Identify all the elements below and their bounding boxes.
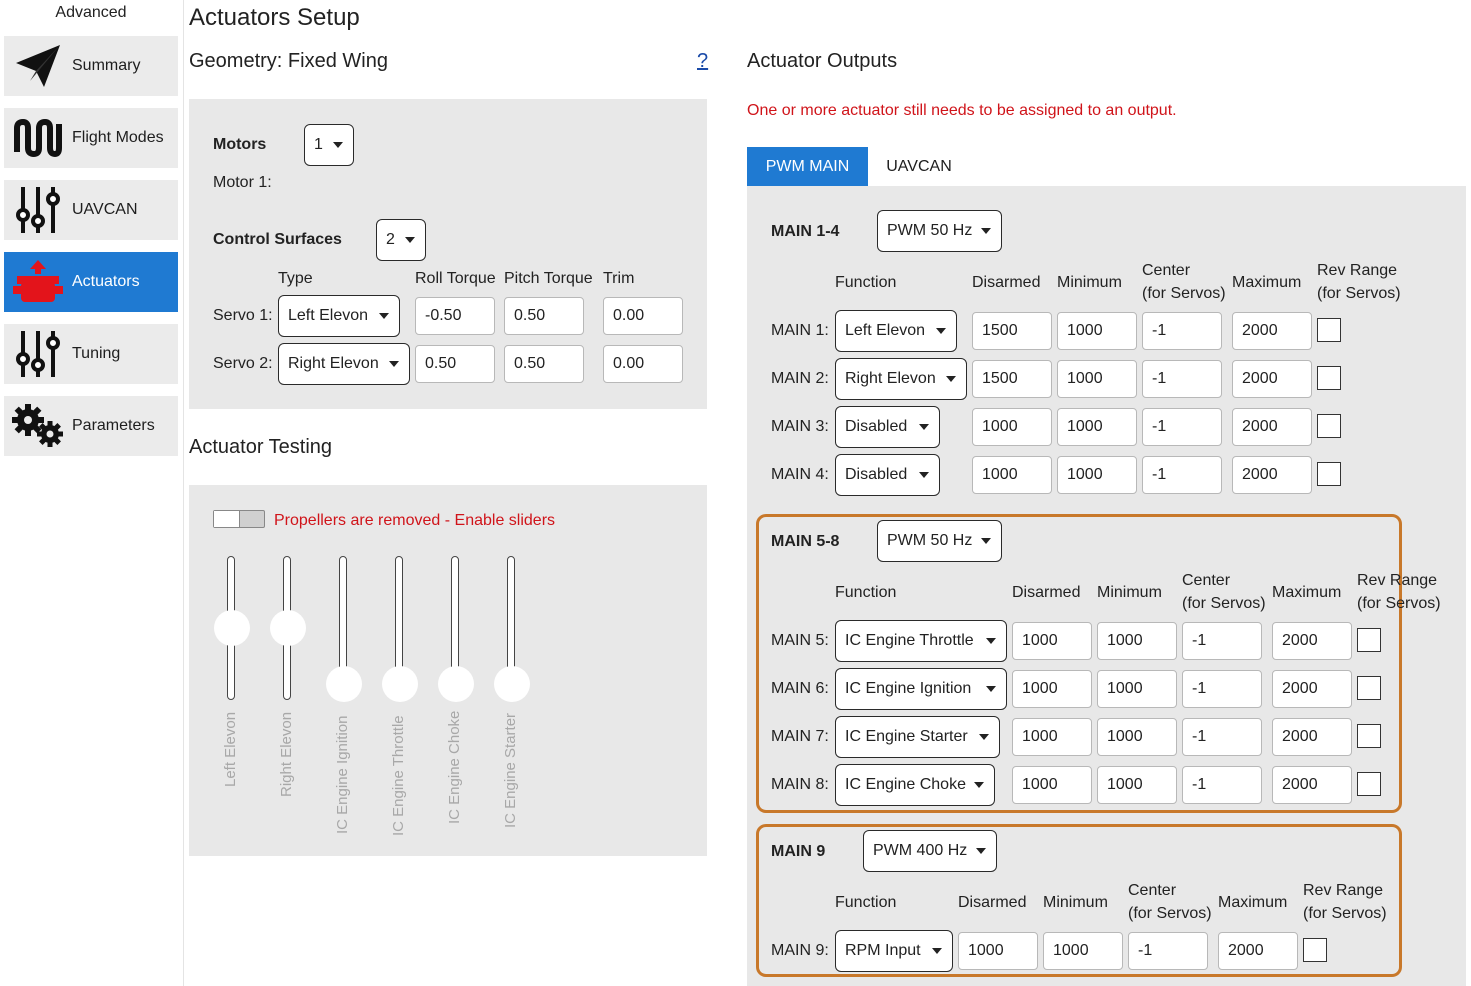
- disarmed-input[interactable]: 1000: [1012, 766, 1092, 804]
- maximum-input[interactable]: 2000: [1272, 622, 1352, 660]
- chevron-down-icon: [936, 328, 946, 334]
- maximum-input[interactable]: 2000: [1272, 766, 1352, 804]
- column-header-function: Function: [835, 584, 897, 601]
- chevron-down-icon: [405, 237, 415, 243]
- outputs-warning: One or more actuator still needs to be assigned to an output.: [747, 102, 1177, 119]
- column-header-disarmed: Disarmed: [972, 274, 1041, 291]
- column-header-center: [1128, 879, 1212, 925]
- output-row-label: MAIN 9:: [771, 942, 829, 959]
- column-header-minimum: Minimum: [1043, 894, 1108, 911]
- rev-range-checkbox[interactable]: [1317, 318, 1341, 342]
- servo-type-select[interactable]: [278, 343, 410, 385]
- disarmed-input[interactable]: 1000: [958, 932, 1038, 970]
- function-value: IC Engine Choke: [845, 776, 966, 793]
- slider-thumb[interactable]: [214, 610, 250, 646]
- roll-torque-input[interactable]: 0.50: [415, 345, 495, 383]
- servo-type-value: Right Elevon: [288, 355, 379, 372]
- slider-label: IC Engine Ignition: [334, 715, 351, 834]
- center-input[interactable]: -1: [1182, 766, 1262, 804]
- chevron-down-icon: [979, 734, 989, 740]
- roll-torque-input[interactable]: -0.50: [415, 297, 495, 335]
- slider-thumb[interactable]: [326, 666, 362, 702]
- pwm-rate-select[interactable]: [877, 520, 1002, 562]
- header-line: (for Servos): [1357, 595, 1441, 612]
- function-value: Right Elevon: [845, 370, 936, 387]
- rev-range-checkbox[interactable]: [1357, 724, 1381, 748]
- header-line: Rev Range: [1357, 572, 1438, 589]
- header-line: Center: [1142, 262, 1191, 279]
- output-row-label: MAIN 2:: [771, 370, 829, 387]
- function-select[interactable]: [835, 668, 1007, 710]
- enable-sliders-label: Propellers are removed - Enable sliders: [274, 512, 556, 529]
- outputs-title: Actuator Outputs: [747, 50, 898, 72]
- sliders-icon: [4, 180, 72, 240]
- header-line: (for Servos): [1303, 905, 1387, 922]
- function-select[interactable]: [835, 716, 1000, 758]
- maximum-input[interactable]: 2000: [1232, 408, 1312, 446]
- rev-range-checkbox[interactable]: [1357, 772, 1381, 796]
- maximum-input[interactable]: 2000: [1232, 456, 1312, 494]
- sidebar-item-label: Summary: [72, 57, 141, 74]
- column-header-rev-range: [1303, 879, 1387, 925]
- sidebar-item-label: UAVCAN: [72, 201, 138, 218]
- sidebar-item-flight-modes[interactable]: [4, 108, 178, 168]
- center-input[interactable]: -1: [1142, 456, 1222, 494]
- sliders-icon: [4, 324, 72, 384]
- pwm-rate-value: PWM 400 Hz: [873, 842, 968, 859]
- minimum-input[interactable]: 1000: [1057, 456, 1137, 494]
- chevron-down-icon: [932, 948, 942, 954]
- minimum-input[interactable]: 1000: [1043, 932, 1123, 970]
- trim-input[interactable]: 0.00: [603, 345, 683, 383]
- motors-label: Motors: [213, 136, 267, 153]
- servo-type-value: Left Elevon: [288, 307, 369, 324]
- column-header-pitch-torque: Pitch Torque: [504, 270, 593, 287]
- motors-count-select[interactable]: [304, 124, 354, 166]
- control-surfaces-count-value: 2: [386, 231, 395, 248]
- pwm-rate-value: PWM 50 Hz: [887, 222, 973, 239]
- disarmed-input[interactable]: 1000: [1012, 670, 1092, 708]
- chevron-down-icon: [981, 538, 991, 544]
- function-value: IC Engine Throttle: [845, 632, 974, 649]
- output-row-label: MAIN 4:: [771, 466, 829, 483]
- center-input[interactable]: -1: [1128, 932, 1208, 970]
- function-select[interactable]: [835, 764, 995, 806]
- center-input[interactable]: -1: [1142, 408, 1222, 446]
- pwm-rate-select[interactable]: [863, 830, 997, 872]
- slider-label: Left Elevon: [222, 711, 239, 787]
- slider-thumb[interactable]: [382, 666, 418, 702]
- toggle-knob: [214, 511, 240, 527]
- rev-range-checkbox[interactable]: [1317, 414, 1341, 438]
- sidebar-item-uavcan[interactable]: [4, 180, 178, 240]
- header-line: (for Servos): [1182, 595, 1266, 612]
- function-select[interactable]: [835, 310, 957, 352]
- motors-count-value: 1: [314, 136, 323, 153]
- disarmed-input[interactable]: 1500: [972, 360, 1052, 398]
- function-select[interactable]: [835, 930, 953, 972]
- center-input[interactable]: -1: [1182, 718, 1262, 756]
- center-input[interactable]: -1: [1142, 360, 1222, 398]
- actuator-icon: [4, 252, 72, 312]
- chevron-down-icon: [919, 472, 929, 478]
- group-label: MAIN 5-8: [771, 533, 840, 550]
- rev-range-checkbox[interactable]: [1317, 462, 1341, 486]
- column-header-function: Function: [835, 894, 897, 911]
- column-header-type: Type: [278, 270, 313, 287]
- tab-pwm-main[interactable]: PWM MAIN: [747, 147, 868, 186]
- function-select[interactable]: [835, 358, 967, 400]
- header-line: Rev Range: [1317, 262, 1398, 279]
- control-surfaces-label: Control Surfaces: [213, 231, 342, 248]
- disarmed-input[interactable]: 1000: [1012, 622, 1092, 660]
- column-header-maximum: Maximum: [1272, 584, 1342, 601]
- column-header-function: Function: [835, 274, 897, 291]
- maximum-input[interactable]: 2000: [1232, 312, 1312, 350]
- center-input[interactable]: -1: [1182, 670, 1262, 708]
- function-value: IC Engine Starter: [845, 728, 968, 745]
- minimum-input[interactable]: 1000: [1097, 766, 1177, 804]
- header-line: (for Servos): [1142, 285, 1226, 302]
- column-header-maximum: Maximum: [1218, 894, 1288, 911]
- sidebar-item-summary[interactable]: [4, 36, 178, 96]
- sidebar-item-label: Flight Modes: [72, 129, 164, 146]
- servo-row-label: Servo 2:: [213, 355, 273, 372]
- sidebar-item-tuning[interactable]: [4, 324, 178, 384]
- slider-label: IC Engine Throttle: [390, 715, 407, 836]
- rev-range-checkbox[interactable]: [1357, 628, 1381, 652]
- header-line: (for Servos): [1128, 905, 1212, 922]
- sidebar-title: Advanced: [55, 4, 127, 21]
- rev-range-checkbox[interactable]: [1317, 366, 1341, 390]
- output-row-label: MAIN 5:: [771, 632, 829, 649]
- column-header-minimum: Minimum: [1057, 274, 1122, 291]
- minimum-input[interactable]: 1000: [1097, 622, 1177, 660]
- minimum-input[interactable]: 1000: [1057, 360, 1137, 398]
- column-header-center: [1182, 569, 1266, 615]
- pitch-torque-input[interactable]: 0.50: [504, 345, 584, 383]
- minimum-input[interactable]: 1000: [1057, 312, 1137, 350]
- function-value: Left Elevon: [845, 322, 926, 339]
- column-header-center: [1142, 259, 1226, 305]
- minimum-input[interactable]: 1000: [1097, 670, 1177, 708]
- sidebar-item-label: Tuning: [72, 345, 121, 362]
- maximum-input[interactable]: 2000: [1272, 670, 1352, 708]
- geometry-title: Geometry: Fixed Wing: [189, 50, 388, 72]
- servo-row-label: Servo 1:: [213, 307, 273, 324]
- maximum-input[interactable]: 2000: [1218, 932, 1298, 970]
- sidebar-item-label: Parameters: [72, 417, 155, 434]
- chevron-down-icon: [986, 638, 996, 644]
- disarmed-input[interactable]: 1000: [972, 408, 1052, 446]
- slider-label: Right Elevon: [278, 711, 295, 797]
- maximum-input[interactable]: 2000: [1272, 718, 1352, 756]
- maximum-input[interactable]: 2000: [1232, 360, 1312, 398]
- slider-thumb[interactable]: [438, 666, 474, 702]
- enable-sliders-toggle[interactable]: [213, 510, 265, 528]
- header-line: Center: [1128, 882, 1177, 899]
- header-line: Rev Range: [1303, 882, 1384, 899]
- help-link[interactable]: ?: [697, 50, 709, 72]
- function-select[interactable]: [835, 406, 940, 448]
- disarmed-input[interactable]: 1500: [972, 312, 1052, 350]
- trim-input[interactable]: 0.00: [603, 297, 683, 335]
- column-header-maximum: Maximum: [1232, 274, 1302, 291]
- column-header-disarmed: Disarmed: [958, 894, 1027, 911]
- function-select[interactable]: [835, 454, 940, 496]
- pitch-torque-input[interactable]: 0.50: [504, 297, 584, 335]
- column-header-roll-torque: Roll Torque: [415, 270, 496, 287]
- wave-icon: [4, 108, 72, 168]
- center-input[interactable]: -1: [1182, 622, 1262, 660]
- chevron-down-icon: [974, 782, 984, 788]
- chevron-down-icon: [333, 142, 343, 148]
- column-header-trim: Trim: [603, 270, 635, 287]
- slider-thumb[interactable]: [270, 610, 306, 646]
- testing-title: Actuator Testing: [189, 436, 333, 458]
- header-line: Center: [1182, 572, 1231, 589]
- chevron-down-icon: [389, 361, 399, 367]
- gears-icon: [4, 396, 72, 456]
- chevron-down-icon: [986, 686, 996, 692]
- center-input[interactable]: -1: [1142, 312, 1222, 350]
- sidebar-item-parameters[interactable]: [4, 396, 178, 456]
- column-header-rev-range: [1317, 259, 1401, 305]
- chevron-down-icon: [976, 848, 986, 854]
- motor1-label: Motor 1:: [213, 174, 272, 191]
- pwm-rate-value: PWM 50 Hz: [887, 532, 973, 549]
- column-header-disarmed: Disarmed: [1012, 584, 1081, 601]
- header-line: (for Servos): [1317, 285, 1401, 302]
- sidebar-item-label: Actuators: [72, 273, 140, 290]
- disarmed-input[interactable]: 1000: [972, 456, 1052, 494]
- output-row-label: MAIN 1:: [771, 322, 829, 339]
- tab-uavcan[interactable]: UAVCAN: [886, 157, 952, 175]
- function-select[interactable]: [835, 620, 1007, 662]
- disarmed-input[interactable]: 1000: [1012, 718, 1092, 756]
- group-label: MAIN 9: [771, 843, 826, 860]
- column-header-minimum: Minimum: [1097, 584, 1162, 601]
- sidebar: [0, 0, 184, 986]
- minimum-input[interactable]: 1000: [1057, 408, 1137, 446]
- function-value: IC Engine Ignition: [845, 680, 972, 697]
- group-label: MAIN 1-4: [771, 223, 840, 240]
- output-row-label: MAIN 6:: [771, 680, 829, 697]
- function-value: RPM Input: [845, 942, 921, 959]
- sidebar-item-actuators[interactable]: [4, 252, 178, 312]
- chevron-down-icon: [919, 424, 929, 430]
- chevron-down-icon: [379, 313, 389, 319]
- output-row-label: MAIN 7:: [771, 728, 829, 745]
- chevron-down-icon: [946, 376, 956, 382]
- paper-plane-icon: [4, 36, 72, 96]
- function-value: Disabled: [845, 418, 908, 435]
- pwm-rate-select[interactable]: [877, 210, 1002, 252]
- control-surfaces-count-select[interactable]: [376, 219, 426, 261]
- slider-label: IC Engine Choke: [446, 710, 463, 824]
- output-row-label: MAIN 8:: [771, 776, 829, 793]
- slider-label: IC Engine Starter: [502, 712, 519, 828]
- slider-thumb[interactable]: [494, 666, 530, 702]
- rev-range-checkbox[interactable]: [1357, 676, 1381, 700]
- output-row-label: MAIN 3:: [771, 418, 829, 435]
- column-header-rev-range: [1357, 569, 1441, 615]
- page-title: Actuators Setup: [189, 4, 360, 31]
- servo-type-select[interactable]: [278, 295, 400, 337]
- chevron-down-icon: [981, 228, 991, 234]
- rev-range-checkbox[interactable]: [1303, 938, 1327, 962]
- minimum-input[interactable]: 1000: [1097, 718, 1177, 756]
- function-value: Disabled: [845, 466, 908, 483]
